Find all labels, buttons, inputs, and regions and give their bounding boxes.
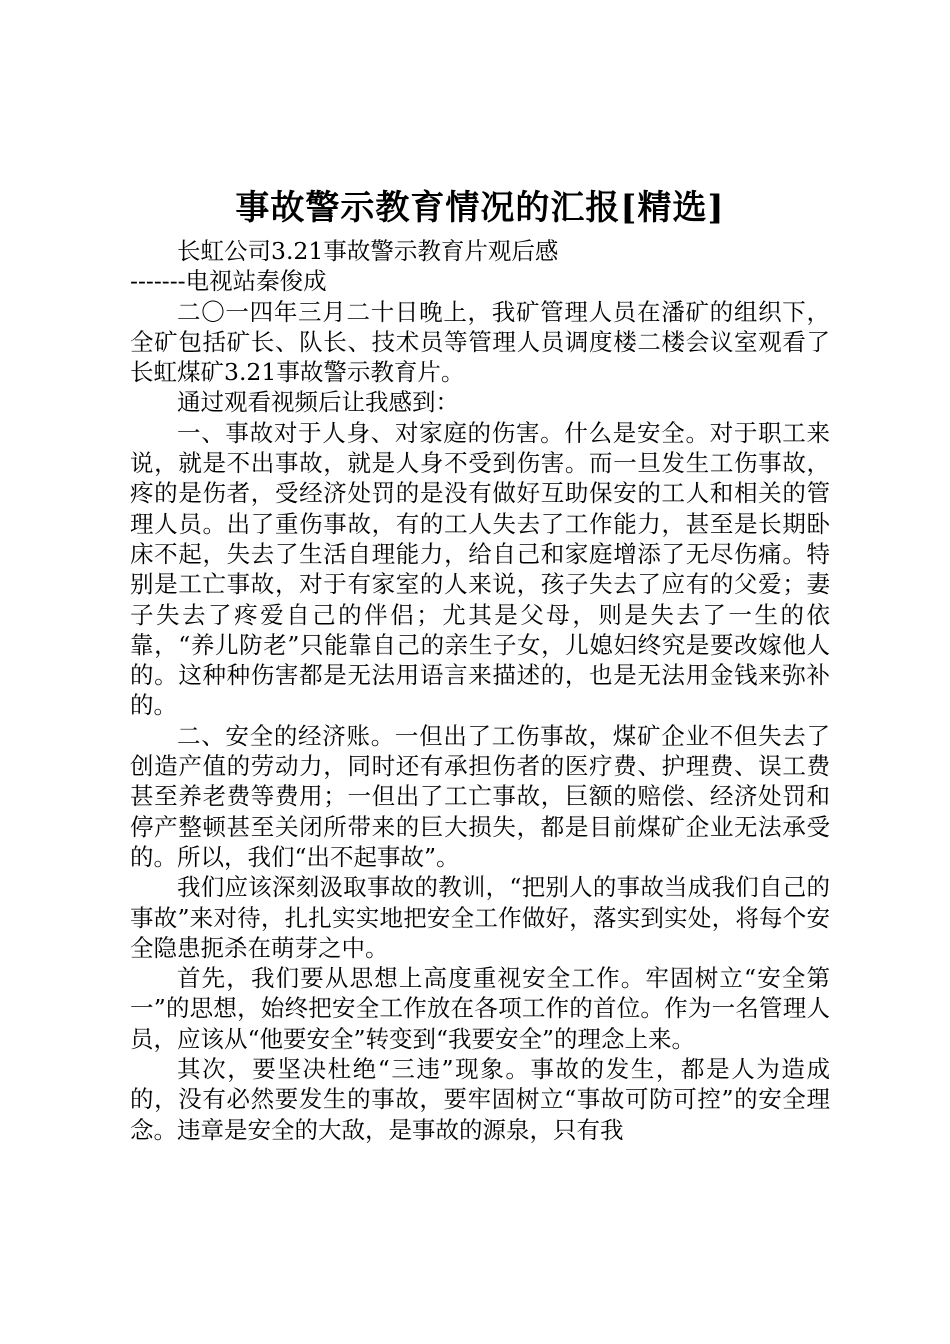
subtitle-paragraph: 长虹公司3.21事故警示教育片观后感 — [177, 237, 559, 265]
body-paragraph: 二、安全的经济账。一但出了工伤事故，煤矿企业不但失去了创造产值的劳动力，同时还有承担伤者的医疗费、护理费、误工费甚至养老费等费用；一但出了工亡事故，巨额的赔偿、经济处罚和停产整顿甚至关闭所带来的巨大损失，都是目前煤矿企业无法承受的。所以，我们“出不起事故”。 — [130, 721, 830, 871]
body-paragraph: 二〇一四年三月二十日晚上，我矿管理人员在潘矿的组织下，全矿包括矿长、队长、技术员等管理人员调度楼二楼会议室观看了长虹煤矿3.21事故警示教育片。 — [130, 297, 830, 387]
author-line: -------电视站秦俊成 — [130, 267, 327, 296]
body-paragraph: 一、事故对于人身、对家庭的伤害。什么是安全。对于职工来说，就是不出事故，就是人身不受到伤害。而一旦发生工伤事故，疼的是伤者，受经济处罚的是没有做好互助保安的工人和相关的管理人员。出了重伤事故，有的工人失去了工作能力，甚至是长期卧床不起，失去了生活自理能力，给自己和家庭增添了无尽伤痛。特别是工亡事故，对于有家室的人来说，孩子失去了应有的父爱；妻子失去了疼爱自己的伴侣；尤其是父母，则是失去了一生的依靠，“养儿防老”只能靠自己的亲生子女，儿媳妇终究是要改嫁他人的。这种种伤害都是无法用语言来描述的，也是无法用金钱来弥补的。 — [130, 418, 830, 720]
body-paragraph: 首先，我们要从思想上高度重视安全工作。牢固树立“安全第一”的思想，始终把安全工作放在各项工作的首位。作为一名管理人员，应该从“他要安全”转变到“我要安全”的理念上来。 — [130, 964, 830, 1053]
body-paragraph: 通过观看视频后让我感到： — [177, 388, 459, 417]
document-title: 事故警示教育情况的汇报[精选] — [235, 188, 725, 228]
body-paragraph: 我们应该深刻汲取事故的教训，“把别人的事故当成我们自己的事故”来对待，扎扎实实地把安全工作做好，落实到实处，将每个安全隐患扼杀在萌芽之中。 — [130, 873, 830, 962]
document-body — [130, 236, 830, 1145]
body-paragraph: 其次，要坚决杜绝“三违”现象。事故的发生，都是人为造成的，没有必然要发生的事故，要牢固树立“事故可防可控”的安全理念。违章是安全的大敌，是事故的源泉，只有我 — [130, 1055, 830, 1144]
